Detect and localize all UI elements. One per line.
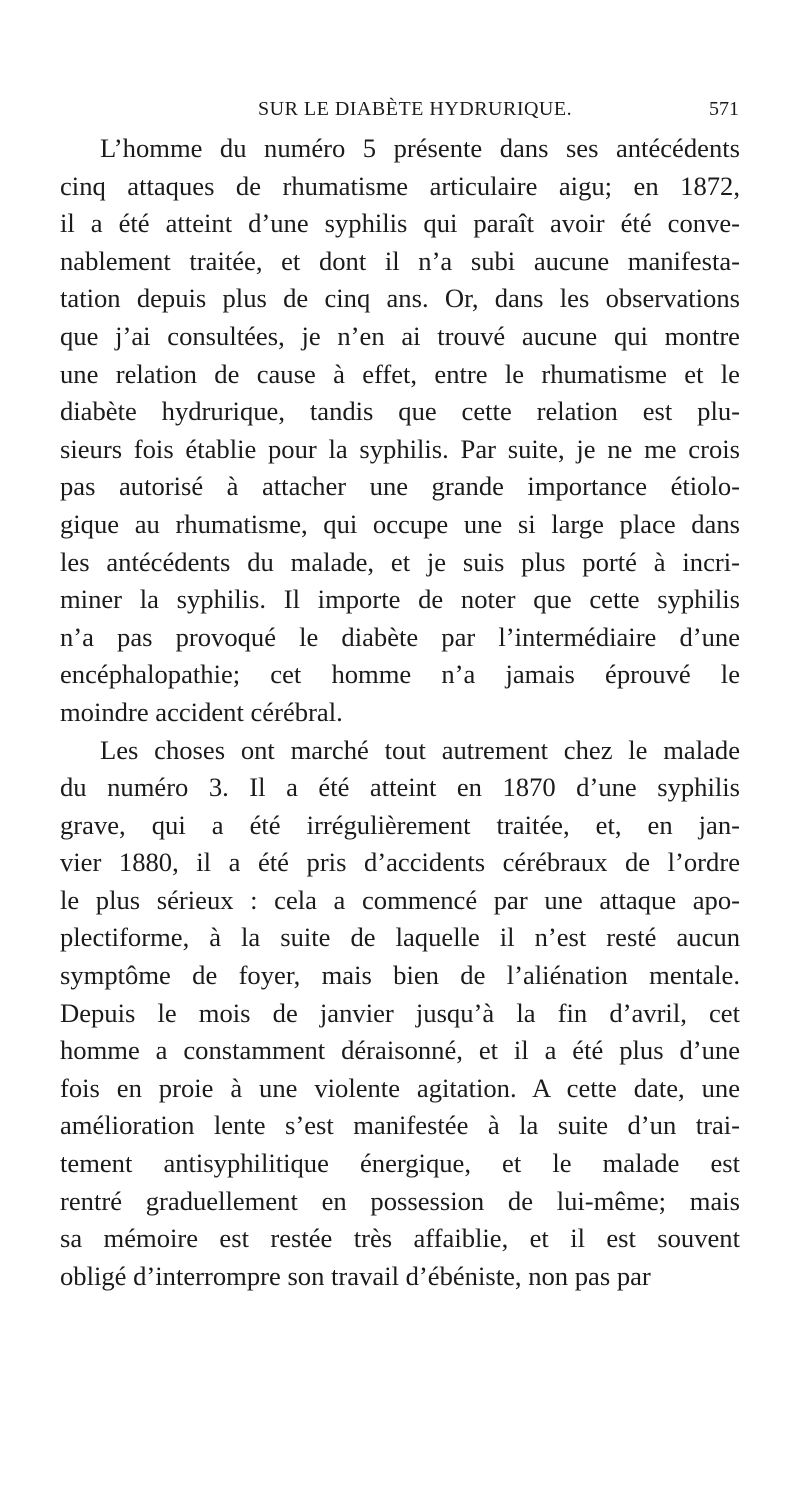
text-line: vier 1880, il a été pris d’accidents cérébraux de l’ordre bbox=[60, 847, 740, 878]
text-line: cinq attaques de rhumatisme articulaire aigu; en 1872, bbox=[60, 170, 740, 201]
text-line: L’homme du numéro 5 présente dans ses antécédents bbox=[100, 133, 740, 163]
text-line: fois en proie à une violente agitation. A cette date, une bbox=[60, 1072, 740, 1103]
text-line: homme a constamment déraisonné, et il a été plus d’une bbox=[60, 1035, 740, 1066]
body-text bbox=[60, 130, 740, 1295]
text-line: amélioration lente s’est manifestée à la suite d’un trai- bbox=[60, 1110, 740, 1141]
text-line: les antécédents du malade, et je suis plus porté à incri- bbox=[60, 546, 740, 577]
text-line: Depuis le mois de janvier jusqu’à la fin d’avril, cet bbox=[60, 997, 740, 1028]
text-line: diabète hydrurique, tandis que cette relation est plu- bbox=[60, 396, 740, 427]
page-number: 571 bbox=[709, 98, 739, 120]
text-line: miner la syphilis. Il importe de noter que cette syphilis bbox=[60, 584, 740, 615]
text-line: grave, qui a été irrégulièrement traitée, et, en jan- bbox=[60, 809, 740, 840]
text-line: gique au rhumatisme, qui occupe une si large place dans bbox=[60, 508, 740, 539]
text-line: moindre accident cérébral. bbox=[60, 696, 343, 727]
text-line: le plus sérieux : cela a commencé par une attaque apo- bbox=[60, 884, 740, 915]
text-line: encéphalopathie; cet homme n’a jamais éprouvé le bbox=[60, 659, 740, 690]
text-line: obligé d’interrompre son travail d’ébéniste, non pas par bbox=[60, 1260, 651, 1291]
text-line: tement antisyphilitique énergique, et le malade est bbox=[60, 1148, 740, 1179]
running-title: SUR LE DIABÈTE HYDRURIQUE. bbox=[258, 98, 573, 120]
text-line: il a été atteint d’une syphilis qui paraît avoir été conve- bbox=[60, 208, 740, 239]
text-line: nablement traitée, et dont il n’a subi aucune manifesta- bbox=[60, 245, 740, 276]
text-line: une relation de cause à effet, entre le rhumatisme et le bbox=[60, 358, 740, 389]
text-line: tation depuis plus de cinq ans. Or, dans les observations bbox=[60, 283, 740, 314]
text-line: rentré graduellement en possession de lui-même; mais bbox=[60, 1185, 740, 1216]
text-line: Les choses ont marché tout autrement chez le malade bbox=[100, 734, 740, 765]
text-line: sa mémoire est restée très affaiblie, et il est souvent bbox=[60, 1223, 740, 1254]
text-line: sieurs fois établie pour la syphilis. Par suite, je ne me crois bbox=[60, 433, 740, 464]
text-line: symptôme de foyer, mais bien de l’aliénation mentale. bbox=[60, 960, 740, 991]
text-line: plectiforme, à la suite de laquelle il n’est resté aucun bbox=[60, 922, 740, 953]
text-line: du numéro 3. Il a été atteint en 1870 d’une syphilis bbox=[60, 772, 740, 803]
text-line: que j’ai consultées, je n’en ai trouvé aucune qui montre bbox=[60, 320, 740, 351]
text-line: n’a pas provoqué le diabète par l’intermédiaire d’une bbox=[60, 621, 740, 652]
text-line: pas autorisé à attacher une grande importance étiolo- bbox=[60, 471, 740, 502]
running-header bbox=[200, 98, 739, 128]
